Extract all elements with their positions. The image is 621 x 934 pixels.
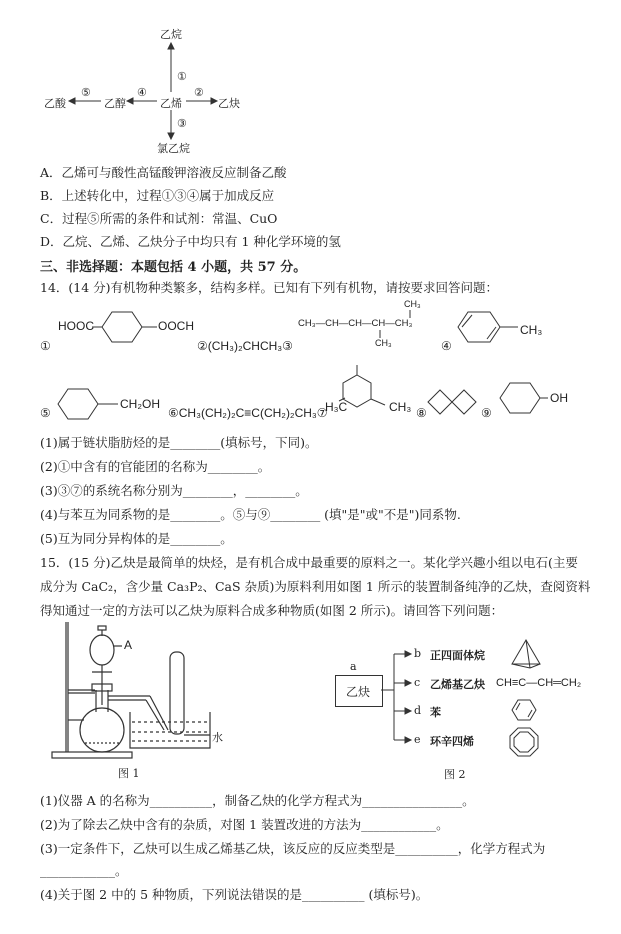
fig2-b-name: 正四面体烷 bbox=[430, 649, 485, 662]
c4-sub: CH₃ bbox=[520, 323, 543, 337]
q15-stem-line1: 15．(15 分)乙炔是最简单的炔烃，是有机合成中最重要的原料之一。某化学兴趣小组以电石(主要 bbox=[40, 555, 578, 570]
fig2-caption: 图 2 bbox=[444, 768, 466, 781]
c2-formula: ②(CH₃)₂CHCH₃③ bbox=[197, 339, 293, 353]
scheme-right: 乙炔 bbox=[218, 97, 240, 110]
option-c: C．过程⑤所需的条件和试剂：常温、CuO bbox=[40, 211, 278, 226]
scheme-step4: ④ bbox=[137, 86, 147, 99]
c3-top: CH₃ bbox=[404, 299, 421, 309]
c6-formula: ⑥CH₃(CH₂)₂C≡C(CH₂)₂CH₃⑦ bbox=[168, 406, 328, 420]
section-header: 三、非选择题：本题包括 4 小题，共 57 分。 bbox=[40, 260, 307, 275]
fig1-label-water: 水 bbox=[212, 731, 223, 744]
q14-question-4: (4)与苯互为同系物的是________。⑤与⑨________ (填"是"或"不是")同系物. bbox=[40, 507, 461, 522]
q15-question-3: (3)一定条件下，乙炔可以生成乙烯基乙炔，该反应的反应类型是__________，化学方程式为 bbox=[40, 841, 546, 856]
scheme-center: 乙烯 bbox=[160, 97, 182, 110]
fig2-c-formula: CH≡C—CH═CH₂ bbox=[496, 677, 582, 689]
fig2-b-letter: b bbox=[414, 647, 422, 660]
q14-question-5: (5)互为同分异构体的是________。 bbox=[40, 531, 233, 546]
fig2-e-letter: e bbox=[414, 733, 421, 746]
fig2-d-name: 苯 bbox=[430, 706, 441, 719]
scheme-top: 乙烷 bbox=[160, 28, 182, 41]
q14-stem: 14．(14 分)有机物种类繁多，结构多样。已知有下列有机物，请按要求回答问题： bbox=[40, 280, 499, 295]
q15-question-4: (4)关于图 2 中的 5 种物质，下列说法错误的是__________ (填标号)。 bbox=[40, 887, 429, 902]
c5-num: ⑤ bbox=[40, 406, 51, 420]
option-d: D．乙烷、乙烯、乙炔分子中均只有 1 种化学环境的氢 bbox=[40, 234, 341, 249]
q15-stem-line2: 成分为 CaC₂，含少量 Ca₃P₂、CaS 杂质)为原料利用如图 1 所示的装置制备纯净的乙炔，查阅资料 bbox=[40, 579, 591, 594]
q15-stem-line3: 得知通过一定的方法可以乙炔为原料合成多种物质(如图 2 所示)。请回答下列问题： bbox=[40, 603, 504, 618]
fig1-caption: 图 1 bbox=[118, 767, 140, 780]
scheme-bottom: 氯乙烷 bbox=[157, 142, 190, 155]
c7-left: H₃C bbox=[325, 400, 348, 414]
c1-num: ① bbox=[40, 339, 51, 353]
q14-question-2: (2)①中含有的官能团的名称为________。 bbox=[40, 459, 271, 474]
fig2-e-name: 环辛四烯 bbox=[430, 735, 474, 748]
c1-right: OOCH bbox=[158, 319, 194, 333]
c3-bottom: CH₃ bbox=[375, 338, 392, 348]
c4-num: ④ bbox=[441, 339, 452, 353]
scheme-left: 乙酸 bbox=[44, 97, 66, 110]
scheme-step5: ⑤ bbox=[81, 86, 91, 99]
scheme-step3: ③ bbox=[177, 117, 187, 130]
q15-question-1: (1)仪器 A 的名称为__________，制备乙炔的化学方程式为________________。 bbox=[40, 793, 475, 808]
fig2-box-label: 乙炔 bbox=[346, 685, 371, 699]
scheme-left-mid: 乙醇 bbox=[104, 97, 126, 110]
c3-main: CH₃—CH—CH—CH—CH₃ bbox=[298, 318, 413, 329]
q14-question-3: (3)③⑦的系统名称分别为________，________。 bbox=[40, 483, 308, 498]
fig2-c-letter: c bbox=[414, 676, 421, 689]
c9-sub: OH bbox=[550, 391, 568, 405]
fig2-c-name: 乙烯基乙炔 bbox=[430, 678, 485, 691]
q14-question-1: (1)属于链状脂肪烃的是________(填标号，下同)。 bbox=[40, 435, 318, 450]
c9-num: ⑨ bbox=[481, 406, 492, 420]
q15-question-3-cont: ____________。 bbox=[40, 863, 128, 878]
fig1-label-a: A bbox=[124, 638, 133, 652]
option-b: B．上述转化中，过程①③④属于加成反应 bbox=[40, 188, 275, 203]
fig2-d-letter: d bbox=[414, 704, 422, 717]
c5-sub: CH₂OH bbox=[120, 397, 160, 411]
scheme-step2: ② bbox=[194, 86, 204, 99]
c7-right: CH₃ bbox=[389, 400, 412, 414]
c1-left: HOOC bbox=[58, 319, 94, 333]
scheme-step1: ① bbox=[177, 70, 187, 83]
q15-question-2: (2)为了除去乙炔中含有的杂质，对图 1 装置改进的方法为____________。 bbox=[40, 817, 449, 832]
fig2-a: a bbox=[350, 660, 357, 673]
c8-num: ⑧ bbox=[416, 406, 427, 420]
option-a: A．乙烯可与酸性高锰酸钾溶液反应制备乙酸 bbox=[40, 165, 287, 180]
